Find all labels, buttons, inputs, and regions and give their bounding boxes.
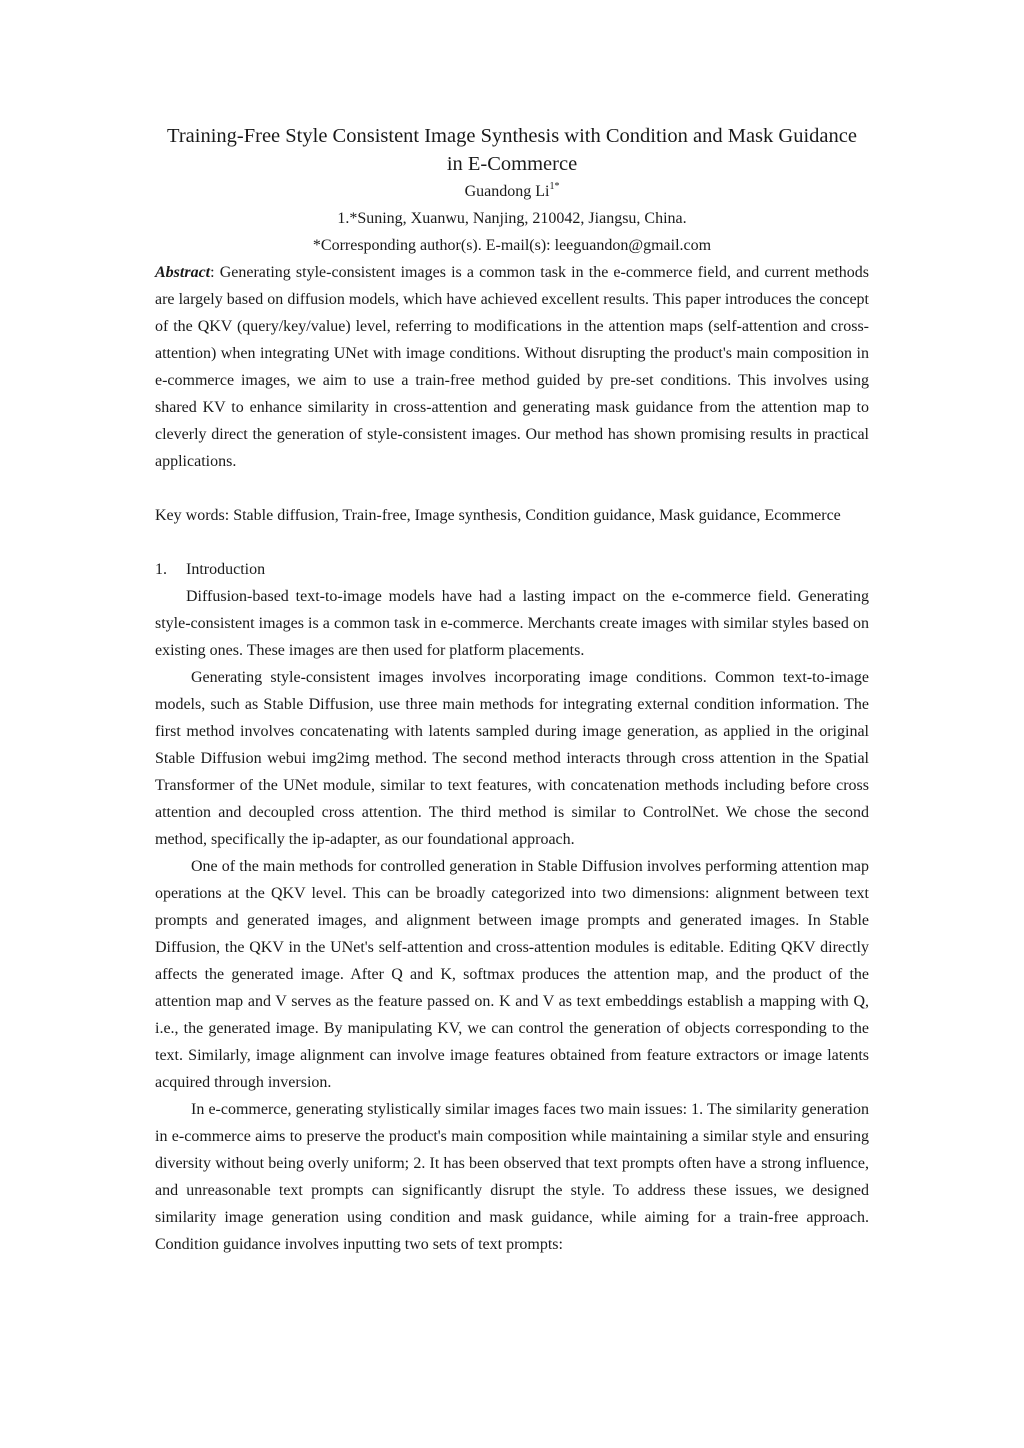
section-title: Introduction: [186, 561, 266, 578]
keywords: Key words: Stable diffusion, Train-free, Image synthesis, Condition guidance, Mask guidance, Ecommerce: [155, 507, 841, 524]
affiliation: 1.*Suning, Xuanwu, Nanjing, 210042, Jiangsu, China.: [337, 210, 687, 227]
abstract-label: Abstract: [155, 264, 211, 281]
title-line-2: in E-Commerce: [446, 153, 578, 175]
paper-body: [155, 122, 869, 1258]
paragraph: Diffusion-based text-to-image models have had a lasting impact on the e-commerce field. Generating style-consistent images is a common task in e-commerce. Merchants create images with similar styles based on existing ones. These images are then used for platform placements.: [155, 588, 869, 659]
abstract-text: : Generating style-consistent images is a common task in the e-commerce field, and current methods are largely based on diffusion models, which have achieved excellent results. This paper introduces the concept of the QKV (query/key/value) level, referring to modifications in the attention maps (self-attention and cross-attention) when integrating UNet with image conditions. Without disrupting the product's main composition in e-commerce images, we aim to use a train-free method guided by pre-set conditions. This involves using shared KV to enhance similarity in cross-attention and generating mask guidance from the attention map to cleverly direct the generation of style-consistent images. Our method has shown promising results in practical applications.: [155, 264, 869, 470]
section-number: 1.: [155, 561, 167, 578]
title-line-1: Training-Free Style Consistent Image Synthesis with Condition and Mask Guidance: [167, 125, 857, 147]
author-name: Guandong Li: [464, 183, 550, 200]
paragraph: Generating style-consistent images involves incorporating image conditions. Common text-to-image models, such as Stable Diffusion, use three main methods for integrating external condition information. The first method involves concatenating with latents sampled during image generation, as applied in the original Stable Diffusion webui img2img method. The second method interacts through cross attention in the Spatial Transformer of the UNet module, similar to text features, with concatenation methods including before cross attention and decoupled cross attention. The third method is similar to ControlNet. We chose the second method, specifically the ip-adapter, as our foundational approach.: [155, 669, 869, 848]
paragraph: One of the main methods for controlled generation in Stable Diffusion involves performing attention map operations at the QKV level. This can be broadly categorized into two dimensions: alignment between text prompts and generated images, and alignment between image prompts and generated images. In Stable Diffusion, the QKV in the UNet's self-attention and cross-attention modules is editable. Editing QKV directly affects the generated image. After Q and K, softmax produces the attention map, and the product of the attention map and V serves as the feature passed on. K and V as text embeddings establish a mapping with Q, i.e., the generated image. By manipulating KV, we can control the generation of objects corresponding to the text. Similarly, image alignment can involve image features obtained from feature extractors or image latents acquired through inversion.: [155, 858, 869, 1091]
corresponding-author: *Corresponding author(s). E-mail(s): leeguandon@gmail.com: [312, 237, 712, 254]
paragraph: In e-commerce, generating stylistically similar images faces two main issues: 1. The similarity generation in e-commerce aims to preserve the product's main composition while maintaining a similar style and ensuring diversity without being overly uniform; 2. It has been observed that text prompts often have a strong influence, and unreasonable text prompts can significantly disrupt the style. To address these issues, we designed similarity image generation using condition and mask guidance, while aiming for a train-free approach. Condition guidance involves inputting two sets of text prompts:: [155, 1101, 869, 1253]
author-line: [155, 178, 869, 205]
paper-title: [155, 122, 869, 178]
author-superscript: 1*: [549, 181, 560, 192]
section-heading-introduction: [155, 556, 869, 583]
abstract: [155, 259, 869, 475]
